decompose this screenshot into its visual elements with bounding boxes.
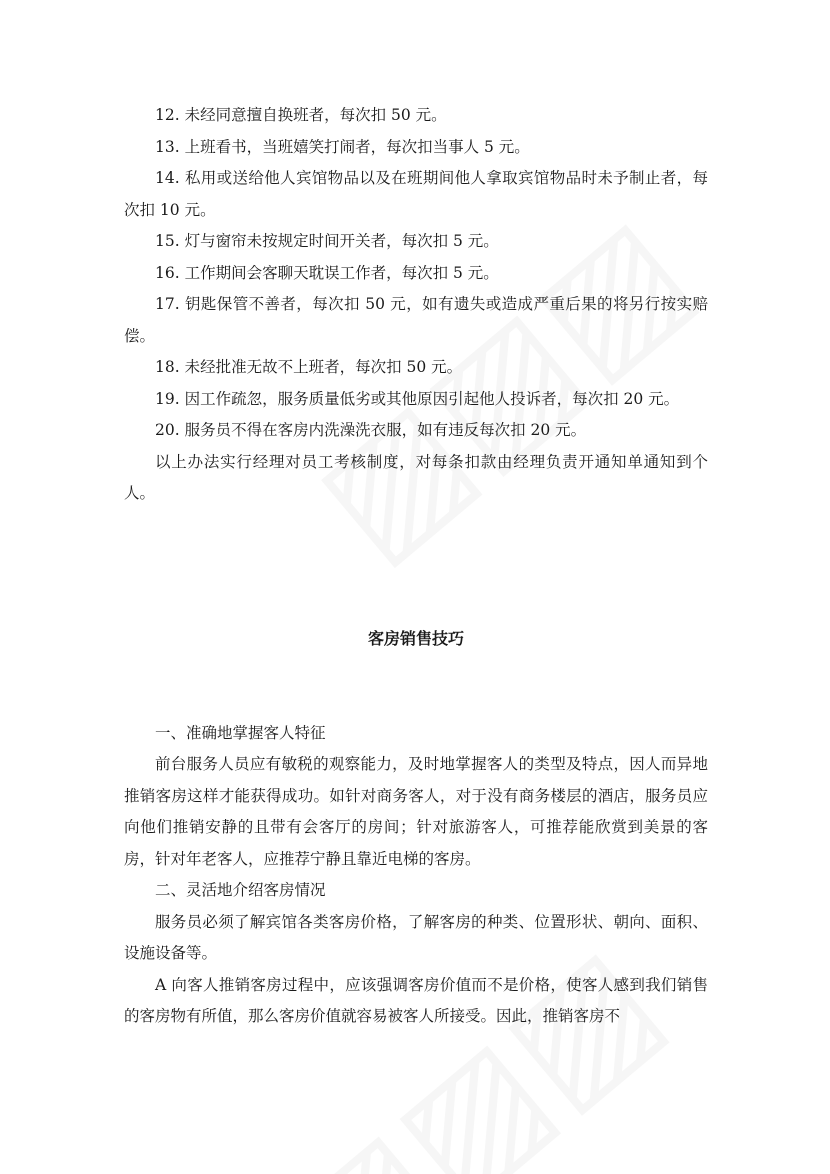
section-paragraph-1: 前台服务人员应有敏税的观察能力，及时地掌握客人的类型及特点，因人而异地推销客房这样才能获得成功。如针对商务客人，对于没有商务楼层的酒店，服务员应向他们推销安静的且带有会客厅的房间；针对旅游客人，可推荐能欣赏到美景的客房，针对年老客人，应推荐宁静且靠近电梯的客房。 (124, 755, 708, 868)
rule-item: 19. 因工作疏忽，服务质量低劣或其他原因引起他人投诉者，每次扣 20 元。 (155, 389, 680, 408)
closing-paragraph: 以上办法实行经理对员工考核制度，对每条扣款由经理负责开通知单通知到个人。 (124, 452, 708, 502)
section-title: 客房销售技巧 (367, 628, 464, 648)
rule-item: 15. 灯与窗帘未按规定时间开关者，每次扣 5 元。 (155, 232, 499, 250)
rule-item: 17. 钥匙保管不善者，每次扣 50 元，如有遗失或造成严重后果的将另行按实赔偿。 (124, 295, 708, 345)
document-body (124, 100, 708, 1033)
rule-item: 16. 工作期间会客聊天耽误工作者，每次扣 5 元。 (155, 263, 499, 282)
rule-item: 12. 未经同意擅自换班者，每次扣 50 元。 (155, 106, 447, 124)
section-heading-1: 一、准确地掌握客人特征 (155, 723, 326, 742)
rule-item: 13. 上班看书，当班嬉笑打闹者，每次扣当事人 5 元。 (155, 137, 530, 156)
section-paragraph-3: A 向客人推销客房过程中，应该强调客房价值而不是价格，使客人感到我们销售的客房物有所值，那么客房价值就容易被客人所接受。因此，推销客房不 (124, 975, 708, 1025)
section-paragraph-2: 服务员必须了解宾馆各类客房价格，了解客房的种类、位置形状、朝向、面积、设施设备等。 (124, 912, 708, 962)
rule-item: 18. 未经批准无故不上班者，每次扣 50 元。 (155, 358, 463, 376)
section-heading-2: 二、灵活地介绍客房情况 (155, 881, 326, 899)
rule-item: 14. 私用或送给他人宾馆物品以及在班期间他人拿取宾馆物品时未予制止者，每次扣 10 元。 (124, 169, 708, 219)
rule-item: 20. 服务员不得在客房内洗澡洗衣服，如有违反每次扣 20 元。 (155, 421, 587, 439)
